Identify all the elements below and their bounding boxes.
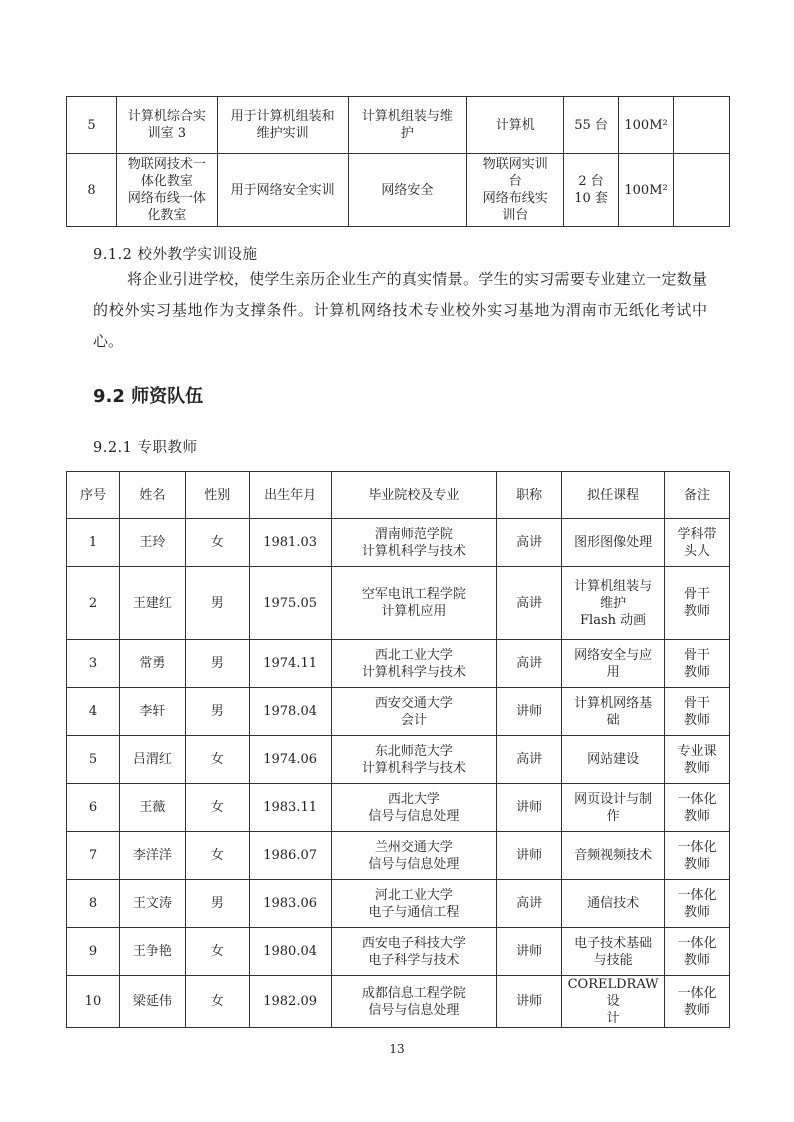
teacher-note: 一体化 教师 (665, 976, 730, 1028)
section-paragraph: 将企业引进学校，使学生亲历企业生产的真实情景。学生的实习需要专业建立一定数量的校外实习基地作为支撑条件。计算机网络技术专业校外实习基地为渭南市无纸化考试中心。 (93, 270, 707, 350)
teacher-birth: 1978.04 (249, 688, 331, 736)
teacher-birth: 1974.06 (249, 736, 331, 784)
teacher-gender: 女 (185, 976, 249, 1028)
teacher-course: 计算机网络基 础 (562, 688, 665, 736)
teacher-no: 6 (67, 784, 120, 832)
table-row (67, 640, 730, 688)
table-row (67, 97, 730, 154)
teacher-title: 讲师 (497, 976, 562, 1028)
teacher-no: 5 (67, 736, 120, 784)
teacher-course: 图形图像处理 (562, 519, 665, 567)
teacher-no: 7 (67, 832, 120, 880)
teacher-name: 王争艳 (119, 928, 185, 976)
teacher-course: 音频视频技术 (562, 832, 665, 880)
teacher-no: 2 (67, 567, 120, 640)
section-heading-9-1-2: 9.1.2 校外教学实训设施 (93, 247, 258, 263)
facility-note (674, 97, 730, 154)
table-row (67, 519, 730, 567)
teacher-gender: 女 (185, 784, 249, 832)
teacher-course: 网站建设 (562, 736, 665, 784)
teacher-note: 骨干 教师 (665, 567, 730, 640)
teacher-title: 讲师 (497, 784, 562, 832)
facility-area: 100M² (619, 97, 674, 154)
table-row (67, 567, 730, 640)
teacher-gender: 男 (185, 688, 249, 736)
teacher-gender: 女 (185, 519, 249, 567)
teacher-school-major: 成都信息工程学院 信号与信息处理 (331, 976, 497, 1028)
teacher-title: 高讲 (497, 567, 562, 640)
teacher-birth: 1981.03 (249, 519, 331, 567)
column-header: 拟任课程 (562, 472, 665, 519)
facility-no: 8 (67, 154, 117, 227)
teacher-school-major: 东北师范大学 计算机科学与技术 (331, 736, 497, 784)
teacher-school-major: 河北工业大学 电子与通信工程 (331, 880, 497, 928)
teacher-gender: 女 (185, 928, 249, 976)
teacher-gender: 男 (185, 567, 249, 640)
table-row (67, 880, 730, 928)
teacher-title: 高讲 (497, 736, 562, 784)
teacher-no: 10 (67, 976, 120, 1028)
column-header: 职称 (497, 472, 562, 519)
facilities-table (66, 96, 730, 227)
teacher-school-major: 兰州交通大学 信号与信息处理 (331, 832, 497, 880)
teacher-birth: 1975.05 (249, 567, 331, 640)
teacher-school-major: 西安交通大学 会计 (331, 688, 497, 736)
teacher-gender: 女 (185, 832, 249, 880)
table-row (67, 736, 730, 784)
teacher-no: 4 (67, 688, 120, 736)
teacher-name: 王玲 (119, 519, 185, 567)
facility-equipment: 物联网实训 台 网络布线实 训台 (467, 154, 564, 227)
teacher-name: 梁延伟 (119, 976, 185, 1028)
teacher-birth: 1980.04 (249, 928, 331, 976)
table-header-row (67, 472, 730, 519)
teacher-birth: 1983.11 (249, 784, 331, 832)
teacher-name: 吕渭红 (119, 736, 185, 784)
teacher-course: 计算机组装与 维护 Flash 动画 (562, 567, 665, 640)
column-header: 序号 (67, 472, 120, 519)
teacher-name: 常勇 (119, 640, 185, 688)
section-heading-9-2-1: 9.2.1 专职教师 (93, 440, 198, 456)
facility-name: 计算机综合实 训室 3 (116, 97, 217, 154)
facility-course: 网络安全 (348, 154, 467, 227)
teacher-note: 一体化 教师 (665, 784, 730, 832)
teacher-school-major: 空军电讯工程学院 计算机应用 (331, 567, 497, 640)
teacher-no: 8 (67, 880, 120, 928)
facility-area: 100M² (619, 154, 674, 227)
teacher-note: 骨干 教师 (665, 688, 730, 736)
facility-name: 物联网技术一 体化教室 网络布线一体 化教室 (116, 154, 217, 227)
teacher-no: 3 (67, 640, 120, 688)
teacher-name: 李轩 (119, 688, 185, 736)
table-row (67, 688, 730, 736)
facility-no: 5 (67, 97, 117, 154)
teacher-school-major: 西北工业大学 计算机科学与技术 (331, 640, 497, 688)
teacher-course: CORELDRAW 设 计 (562, 976, 665, 1028)
teacher-note: 一体化 教师 (665, 928, 730, 976)
teacher-gender: 女 (185, 736, 249, 784)
teacher-school-major: 西安电子科技大学 电子科学与技术 (331, 928, 497, 976)
teacher-name: 王建红 (119, 567, 185, 640)
teacher-course: 网络安全与应 用 (562, 640, 665, 688)
facility-equipment: 计算机 (467, 97, 564, 154)
facility-note (674, 154, 730, 227)
table-row (67, 154, 730, 227)
teacher-title: 高讲 (497, 880, 562, 928)
column-header: 性别 (185, 472, 249, 519)
teacher-course: 通信技术 (562, 880, 665, 928)
teacher-school-major: 渭南师范学院 计算机科学与技术 (331, 519, 497, 567)
teachers-table (66, 471, 730, 1028)
teacher-gender: 男 (185, 880, 249, 928)
teacher-birth: 1983.06 (249, 880, 331, 928)
teacher-note: 骨干 教师 (665, 640, 730, 688)
teacher-title: 讲师 (497, 928, 562, 976)
teacher-title: 讲师 (497, 688, 562, 736)
teacher-note: 专业课 教师 (665, 736, 730, 784)
teacher-birth: 1974.11 (249, 640, 331, 688)
teacher-title: 高讲 (497, 519, 562, 567)
teacher-course: 网页设计与制 作 (562, 784, 665, 832)
column-header: 姓名 (119, 472, 185, 519)
teacher-course: 电子技术基础 与技能 (562, 928, 665, 976)
teacher-name: 王薇 (119, 784, 185, 832)
teacher-gender: 男 (185, 640, 249, 688)
column-header: 备注 (665, 472, 730, 519)
facility-course: 计算机组装与维 护 (348, 97, 467, 154)
table-row (67, 832, 730, 880)
table-row (67, 784, 730, 832)
teacher-note: 学科带 头人 (665, 519, 730, 567)
facility-purpose: 用于计算机组装和 维护实训 (217, 97, 348, 154)
teacher-no: 9 (67, 928, 120, 976)
column-header: 毕业院校及专业 (331, 472, 497, 519)
teacher-note: 一体化 教师 (665, 880, 730, 928)
teacher-name: 李洋洋 (119, 832, 185, 880)
teacher-name: 王文涛 (119, 880, 185, 928)
teacher-no: 1 (67, 519, 120, 567)
table-row (67, 928, 730, 976)
facility-purpose: 用于网络安全实训 (217, 154, 348, 227)
table-row (67, 976, 730, 1028)
facility-qty: 2 台 10 套 (564, 154, 619, 227)
page-number: 13 (389, 1042, 405, 1056)
teacher-title: 讲师 (497, 832, 562, 880)
teacher-rows (67, 519, 730, 1028)
teacher-note: 一体化 教师 (665, 832, 730, 880)
facility-qty: 55 台 (564, 97, 619, 154)
teacher-title: 高讲 (497, 640, 562, 688)
teacher-school-major: 西北大学 信号与信息处理 (331, 784, 497, 832)
column-header: 出生年月 (249, 472, 331, 519)
teacher-birth: 1986.07 (249, 832, 331, 880)
section-heading-9-2: 9.2 师资队伍 (93, 386, 204, 407)
teacher-birth: 1982.09 (249, 976, 331, 1028)
